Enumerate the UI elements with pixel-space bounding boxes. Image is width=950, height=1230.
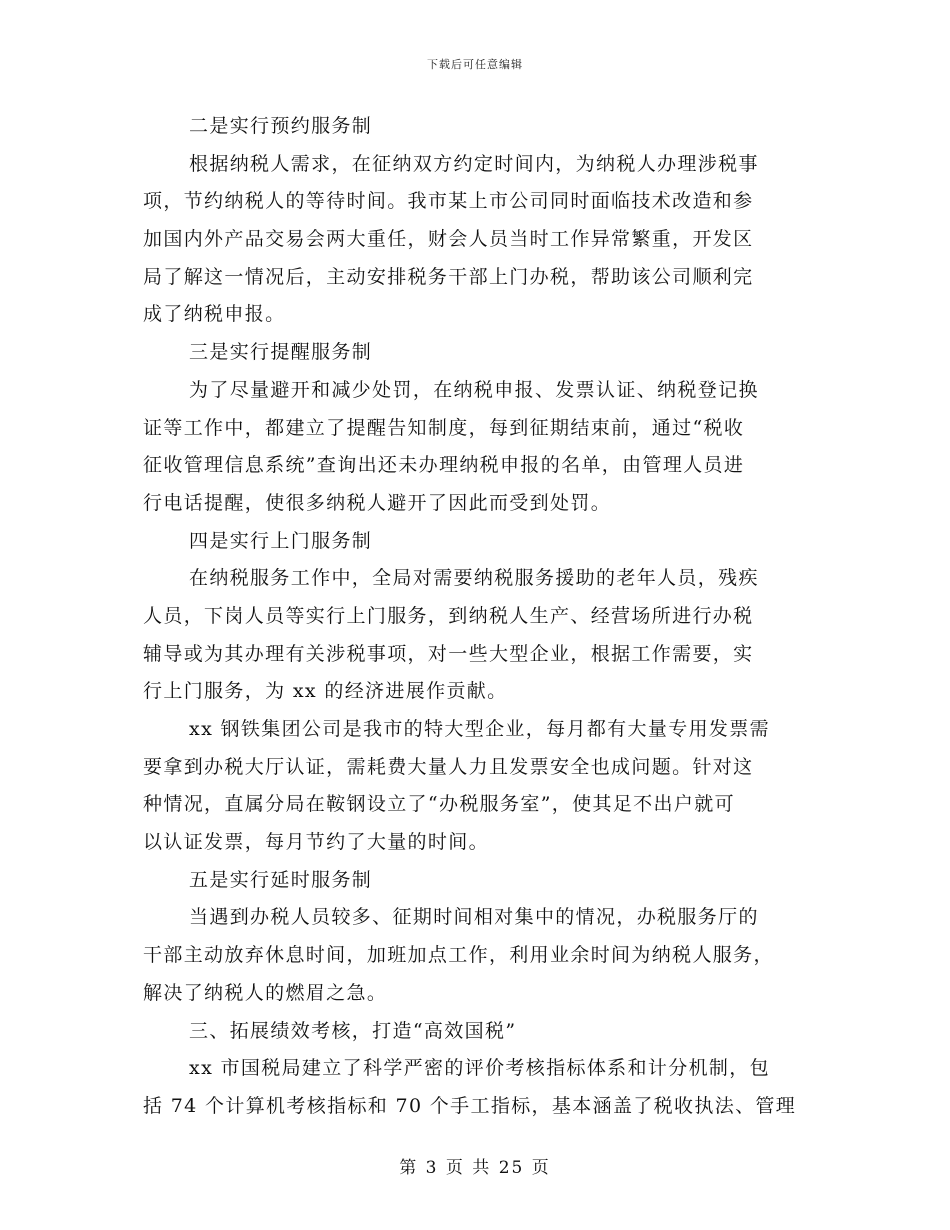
paragraph-line: 加国内外产品交易会两大重任，财会人员当时工作异常繁重，开发区 bbox=[143, 228, 754, 251]
paragraph-line: xx 市国税局建立了科学严密的评价考核指标体系和计分机制，包 bbox=[189, 1057, 770, 1080]
heading-door-to-door-service: 四是实行上门服务制 bbox=[189, 529, 373, 552]
heading-extended-hours-service: 五是实行延时服务制 bbox=[189, 868, 373, 891]
paragraph-line: 成了纳税申报。 bbox=[143, 303, 286, 326]
page-header: 下载后可任意编辑 bbox=[427, 58, 523, 71]
paragraph-line: 要拿到办税大厅认证，需耗费大量人力且发票安全也成问题。针对这 bbox=[143, 755, 754, 778]
heading-performance-assessment: 三、拓展绩效考核，打造“高效国税” bbox=[189, 1019, 517, 1042]
paragraph-line: 解决了纳税人的燃眉之急。 bbox=[143, 981, 388, 1004]
page-number: 第 3 页 共 25 页 bbox=[399, 1158, 551, 1178]
paragraph-line: 为了尽量避开和减少处罚，在纳税申报、发票认证、纳税登记换 bbox=[189, 378, 759, 401]
paragraph-line: 项，节约纳税人的等待时间。我市某上市公司同时面临技术改造和参 bbox=[143, 190, 754, 213]
paragraph-line: 干部主动放弃休息时间，加班加点工作，利用业余时间为纳税人服务， bbox=[143, 944, 774, 967]
paragraph-line: 当遇到办税人员较多、征期时间相对集中的情况，办税服务厅的 bbox=[189, 906, 759, 929]
paragraph-line: 以认证发票，每月节约了大量的时间。 bbox=[143, 831, 489, 854]
paragraph-line: 行上门服务，为 xx 的经济进展作贡献。 bbox=[143, 680, 508, 703]
document-body bbox=[143, 108, 815, 1126]
paragraph-line: 根据纳税人需求，在征纳双方约定时间内，为纳税人办理涉税事 bbox=[189, 152, 759, 175]
paragraph-line: 种情况，直属分局在鞍钢设立了“办税服务室”，使其足不出户就可 bbox=[143, 793, 735, 816]
paragraph-line: 辅导或为其办理有关涉税事项，对一些大型企业，根据工作需要，实 bbox=[143, 642, 754, 665]
paragraph-line: 在纳税服务工作中，全局对需要纳税服务援助的老年人员，残疾 bbox=[189, 567, 759, 590]
paragraph-line: 行电话提醒，使很多纳税人避开了因此而受到处罚。 bbox=[143, 491, 612, 514]
paragraph-line: 括 74 个计算机考核指标和 70 个手工指标，基本涵盖了税收执法、管理 bbox=[143, 1094, 797, 1117]
paragraph-line: 人员，下岗人员等实行上门服务，到纳税人生产、经营场所进行办税 bbox=[143, 604, 754, 627]
paragraph-line: 征收管理信息系统”查询出还未办理纳税申报的名单，由管理人员进 bbox=[143, 454, 745, 477]
heading-appointment-service: 二是实行预约服务制 bbox=[189, 115, 373, 137]
heading-reminder-service: 三是实行提醒服务制 bbox=[189, 341, 373, 364]
paragraph-line: xx 钢铁集团公司是我市的特大型企业，每月都有大量专用发票需 bbox=[189, 718, 770, 740]
paragraph-line: 局了解这一情况后，主动安排税务干部上门办税，帮助该公司顺利完 bbox=[143, 265, 754, 288]
paragraph-line: 证等工作中，都建立了提醒告知制度，每到征期结束前，通过“税收 bbox=[143, 416, 745, 439]
